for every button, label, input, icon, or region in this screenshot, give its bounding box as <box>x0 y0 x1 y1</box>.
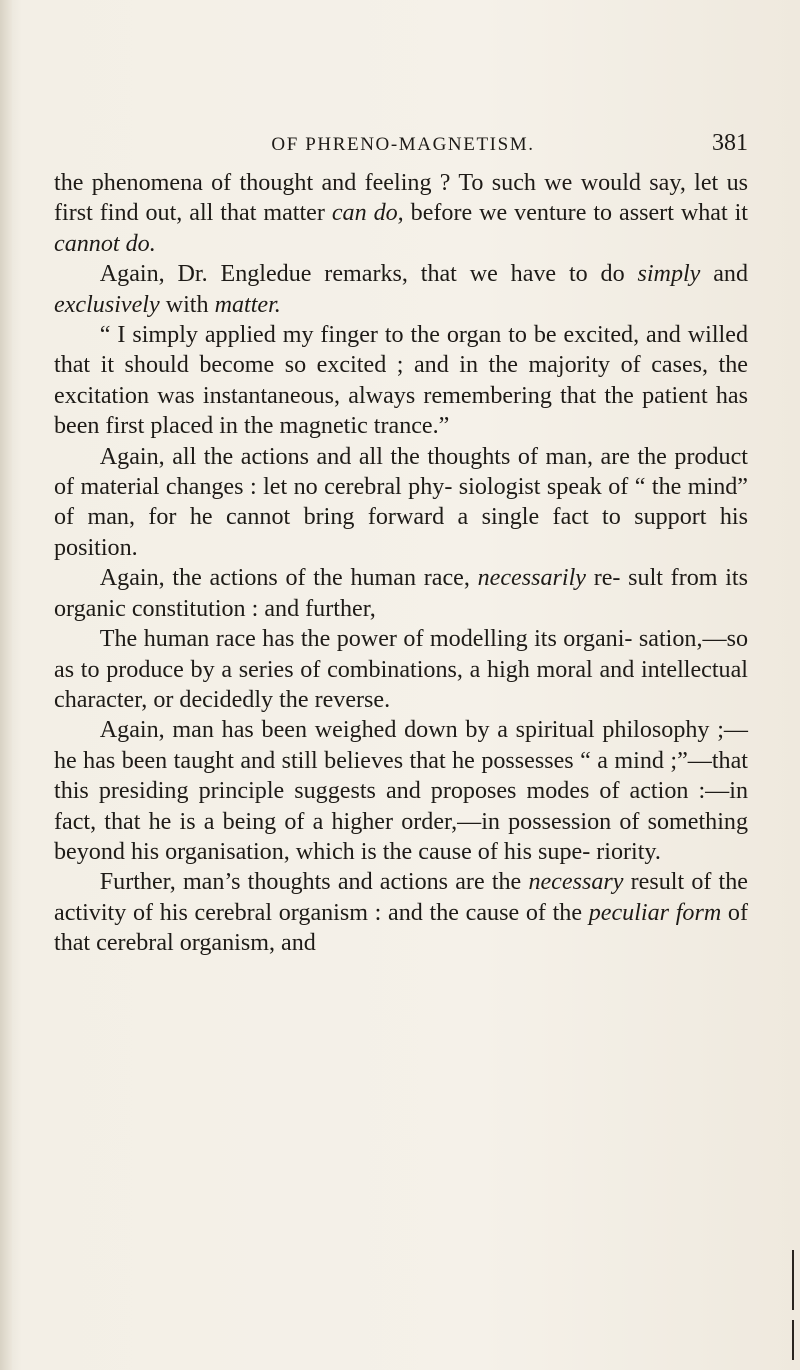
text-run: Again, the actions of the human race, <box>99 565 478 592</box>
italic-text: simply <box>637 261 701 288</box>
text-run: Again, all the actions and all the thoughts of man, are the product of material changes : let no cerebral phy- siologist speak of “ the mind” of man, for he cannot bring forward a single fact to support his position. <box>54 443 748 561</box>
paragraph <box>54 624 748 715</box>
text-run: The human race has the power of modelling its organi- sation,—so as to produce by a series of combinations, a high moral and intellectual character, or decidedly the reverse. <box>54 626 748 713</box>
text-run: of that cerebral organism, and <box>54 899 748 957</box>
italic-text: peculiar form <box>588 899 722 926</box>
text-run: “ I simply applied my finger to the organ to be excited, and willed that it should become so excited ; and in the majority of cases, the excitation was instantaneous, always remembering that the patient has been first placed in the magnetic trance.” <box>54 322 748 440</box>
italic-text: exclusively <box>54 291 160 318</box>
text-run: the phenomena of thought and feeling ? To such we would say, let us first find out, all that matter <box>54 170 748 227</box>
text-run: Again, Dr. Engledue remarks, that we have to do <box>99 261 638 288</box>
text-run: with <box>159 291 215 318</box>
text-run: re- sult from its organic constitution : and further, <box>54 565 748 622</box>
italic-text: matter. <box>214 291 281 318</box>
italic-text: can do, <box>331 200 404 227</box>
italic-text: cannot do. <box>54 230 156 257</box>
text-run: before we venture to assert what it <box>403 200 748 227</box>
text-run: Again, man has been weighed down by a spiritual philosophy ;—he has been taught and still believes that he possesses “ a mind ;”—that this presiding principle suggests and proposes modes of action :—in fact, that he is a being of a higher order,—in possession of something beyond his organisation, which is the cause of his supe- riority. <box>54 717 748 865</box>
italic-text: necessary <box>528 869 624 896</box>
paragraph <box>54 715 748 867</box>
text-run: Further, man’s thoughts and actions are the <box>99 869 529 896</box>
paragraph <box>54 867 748 958</box>
text-run: and <box>700 261 748 288</box>
paragraph <box>54 168 748 259</box>
page-edge-mark <box>792 1250 794 1310</box>
paragraph <box>54 563 748 624</box>
paragraph <box>54 259 748 320</box>
page-number: 381 <box>712 130 748 156</box>
page-gutter <box>0 0 12 1370</box>
running-title: OF PHRENO-MAGNETISM. <box>271 134 535 155</box>
body-text <box>54 168 748 959</box>
page-header <box>58 130 748 160</box>
paragraph <box>54 320 748 442</box>
italic-text: necessarily <box>477 565 586 592</box>
text-run: result of the activity of his cerebral organism : and the cause of the <box>54 869 748 926</box>
paragraph <box>54 442 748 564</box>
page-edge-mark <box>792 1320 794 1360</box>
